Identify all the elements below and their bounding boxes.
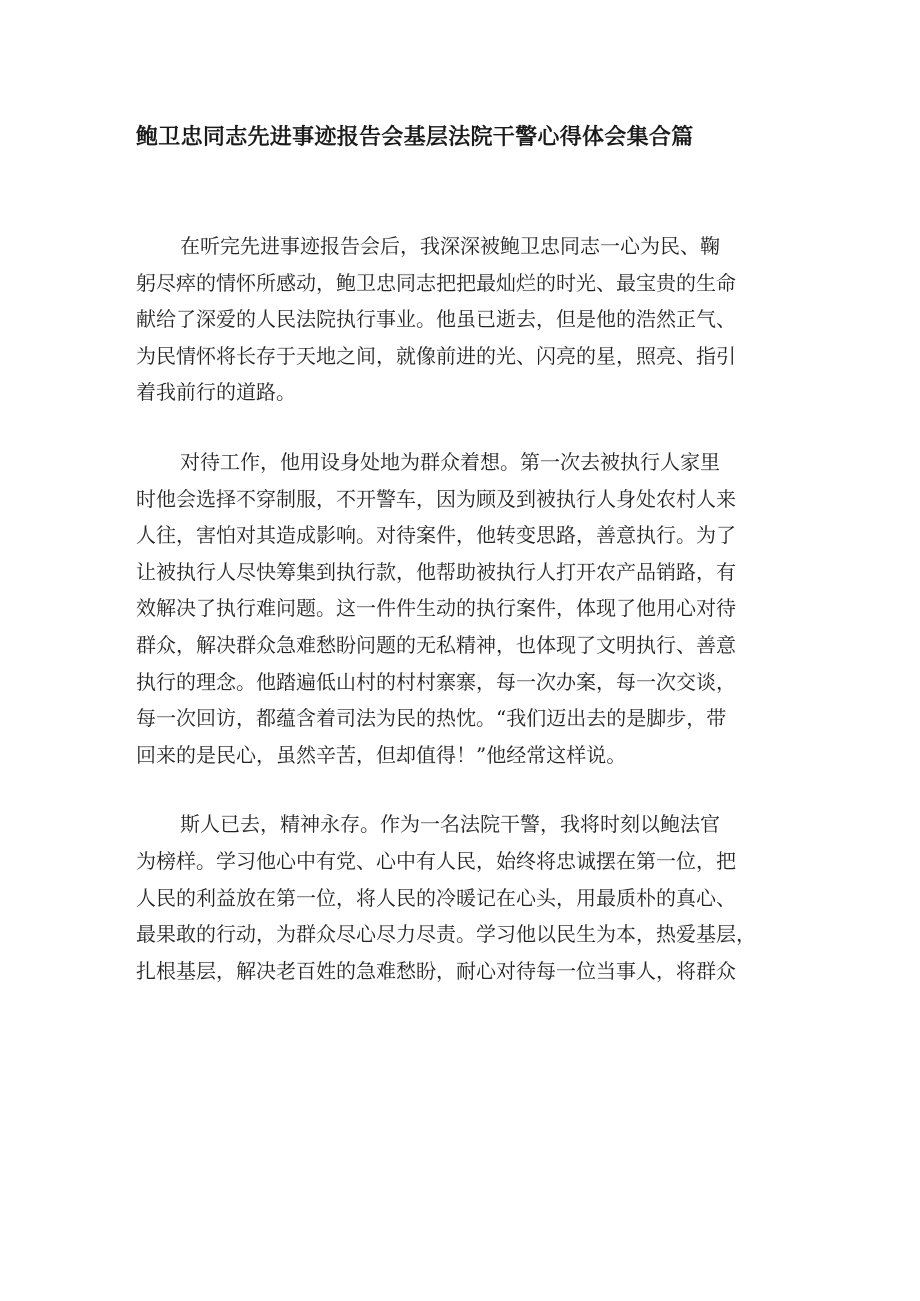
text-line: 躬尽瘁的情怀所感动，鲍卫忠同志把把最灿烂的时光、最宝贵的生命 [136, 270, 736, 295]
text-line: 人往，害怕对其造成影响。对待案件，他转变思路，善意执行。为了 [136, 523, 736, 548]
text-line: 执行的理念。他踏遍低山村的村村寨寨，每一次办案，每一次交谈， [136, 669, 736, 694]
text-line: 扎根基层，解决老百姓的急难愁盼，耐心对待每一位当事人，将群众 [136, 958, 736, 983]
text-line: 每一次回访，都蕴含着司法为民的热忱。“我们迈出去的是脚步，带 [136, 706, 727, 731]
paragraph-1 [136, 228, 788, 411]
text-line: 献给了深爱的人民法院执行事业。他虽已逝去，但是他的浩然正气、 [136, 307, 736, 332]
paragraph-3 [136, 806, 788, 989]
text-line: 群众，解决群众急难愁盼问题的无私精神，也体现了文明执行、善意 [136, 632, 736, 657]
text-line: 效解决了执行难问题。这一件件生动的执行案件，体现了他用心对待 [136, 596, 736, 621]
text-line: 最果敢的行动，为群众尽心尽力尽责。学习他以民生为本，热爱基层， [136, 922, 756, 947]
text-line: 回来的是民心，虽然辛苦，但却值得！”他经常这样说。 [136, 742, 627, 767]
text-line: 为榜样。学习他心中有党、心中有人民，始终将忠诚摆在第一位，把 [136, 848, 736, 873]
text-line: 对待工作，他用设身处地为群众着想。第一次去被执行人家里 [180, 449, 720, 474]
text-line: 人民的利益放在第一位，将人民的冷暖记在心头，用最质朴的真心、 [136, 885, 736, 910]
text-line: 着我前行的道路。 [136, 380, 296, 405]
text-line: 时他会选择不穿制服，不开警车，因为顾及到被执行人身处农村人来 [136, 486, 736, 511]
text-line: 在听完先进事迹报告会后，我深深被鲍卫忠同志一心为民、鞠 [180, 234, 720, 258]
document-title: 鲍卫忠同志先进事迹报告会基层法院干警心得体会集合篇 [136, 125, 694, 150]
text-line: 斯人已去，精神永存。作为一名法院干警，我将时刻以鲍法官 [180, 812, 720, 837]
text-line: 为民情怀将长存于天地之间，就像前进的光、闪亮的星，照亮、指引 [136, 343, 736, 368]
paragraph-2 [136, 444, 788, 773]
text-line: 让被执行人尽快筹集到执行款，他帮助被执行人打开农产品销路，有 [136, 559, 736, 584]
document-body [136, 228, 788, 1022]
